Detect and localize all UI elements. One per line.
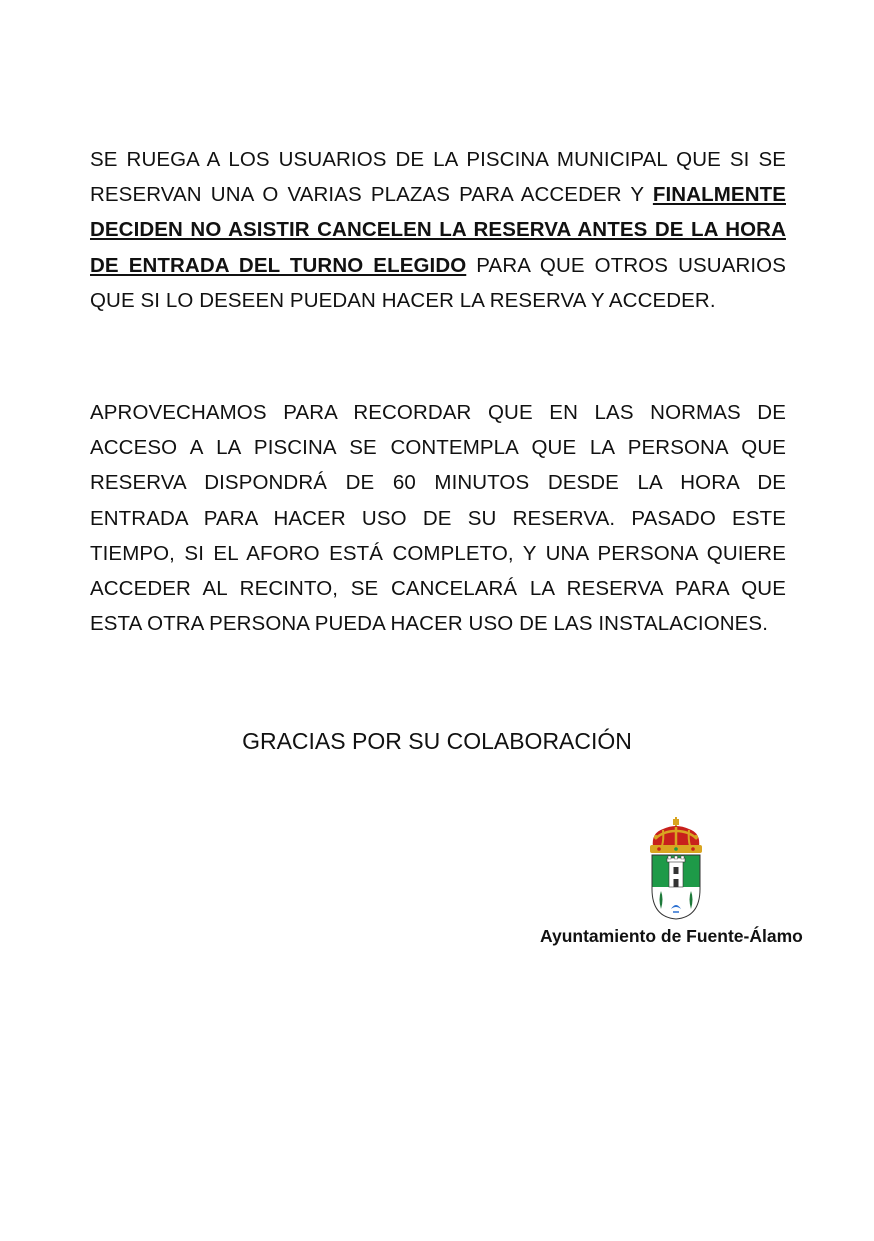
paragraph-cancellation-request bbox=[90, 142, 786, 318]
signature-municipality: Ayuntamiento de Fuente-Álamo bbox=[540, 926, 803, 946]
thanks-heading: GRACIAS POR SU COLABORACIÓN bbox=[242, 728, 632, 754]
emphasized-text: FINALMENTE DECIDEN NO ASISTIR CANCELEN LA RESERVA ANTES DE LA HORA DE ENTRADA DEL TURNO ELEGIDO bbox=[90, 183, 786, 277]
paragraph-access-rules: APROVECHAMOS PARA RECORDAR QUE EN LAS NORMAS DE ACCESO A LA PISCINA SE CONTEMPLA QUE LA PERSONA QUE RESERVA DISPONDRÁ DE 60 MINUTOS DESDE LA HORA DE ENTRADA PARA HACER USO DE SU RESERVA. PASADO ESTE TIEMPO, SI EL AFORO ESTÁ COMPLETO, Y UNA PERSONA QUIERE ACCEDER AL RECINTO, SE CANCELARÁ LA RESERVA PARA QUE ESTA OTRA PERSONA PUEDA HACER USO DE LAS INSTALACIONES. bbox=[90, 401, 786, 636]
paragraph-text: PARA QUE OTROS USUARIOS QUE SI LO DESEEN PUEDAN HACER LA RESERVA Y ACCEDER. bbox=[90, 253, 786, 312]
crown-icon bbox=[650, 817, 702, 853]
shield-icon bbox=[652, 855, 700, 919]
paragraph-text: SE RUEGA A LOS USUARIOS DE LA PISCINA MUNICIPAL QUE SI SE RESERVAN UNA O VARIAS PLAZAS PARA ACCEDER Y bbox=[90, 148, 786, 207]
coat-of-arms-icon bbox=[647, 817, 705, 921]
